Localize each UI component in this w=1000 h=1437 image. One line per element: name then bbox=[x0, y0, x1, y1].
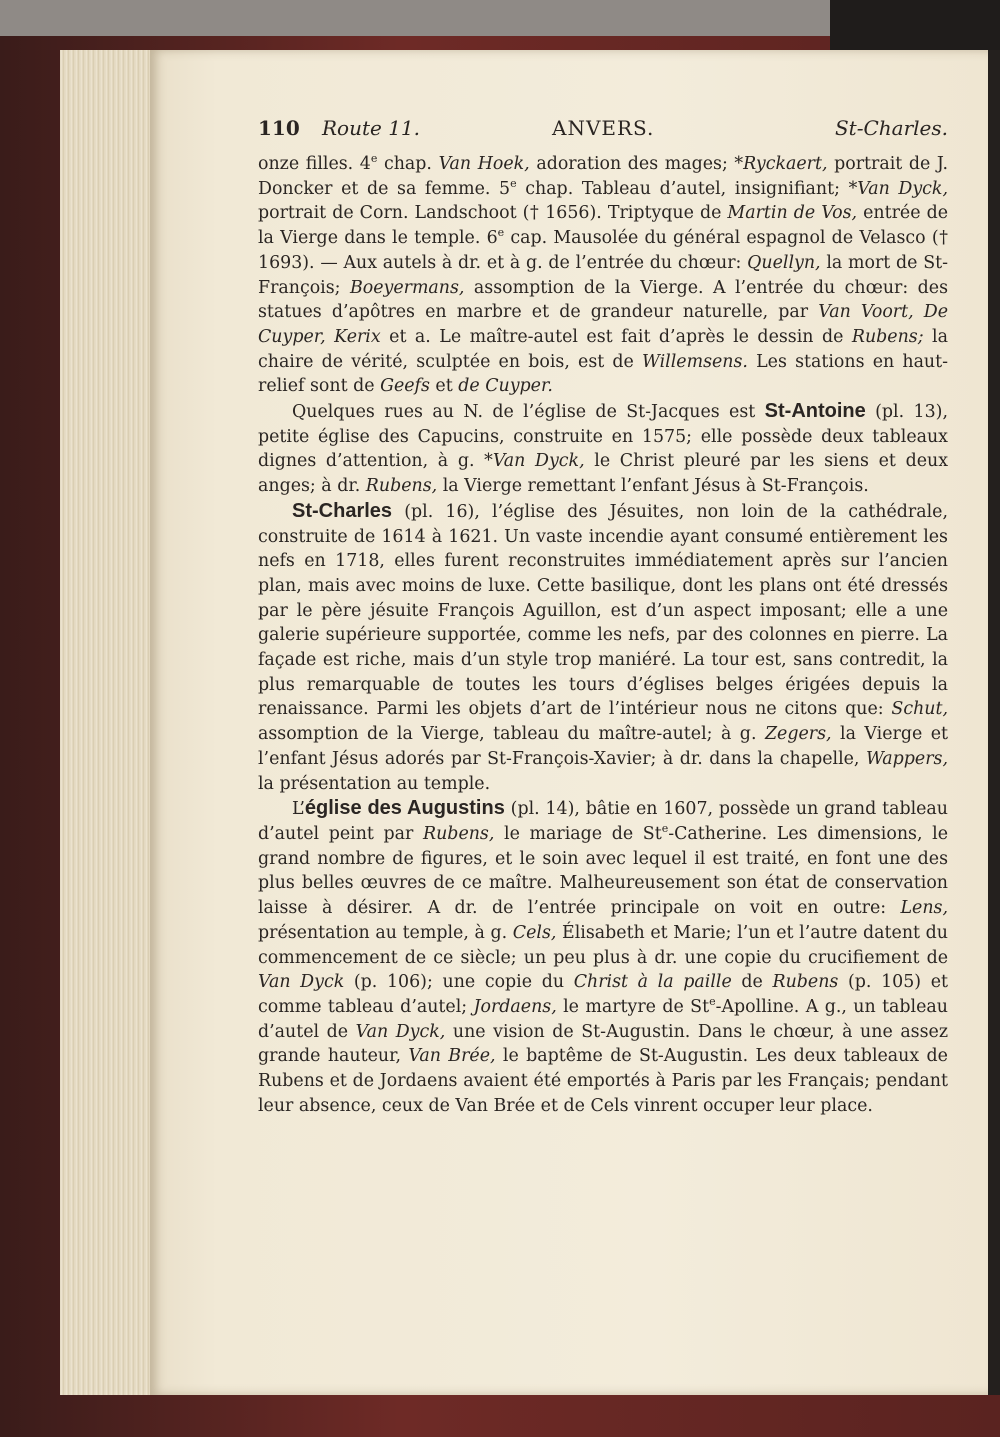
superscript-run: e bbox=[510, 176, 517, 190]
page-number: 110 bbox=[258, 116, 300, 140]
text-run: le Christ pleuré par les siens et deux anges; à dr. bbox=[258, 451, 948, 497]
text-run: (pl. 14), bâtie en 1607, possède un grand tableau d’autel peint par bbox=[258, 799, 948, 844]
italic-run: Quellyn, bbox=[747, 252, 821, 273]
text-run: la chaire de vérité, sculptée en bois, est de bbox=[258, 326, 948, 372]
paragraph-p4 bbox=[258, 796, 948, 1118]
route-label: Route 11. bbox=[322, 116, 421, 140]
italic-run: Lens, bbox=[900, 898, 948, 919]
italic-run: Van Dyck bbox=[258, 972, 345, 993]
italic-run: Geefs bbox=[380, 376, 430, 397]
heading-run: St-Charles bbox=[292, 499, 393, 522]
section-label: St-Charles. bbox=[834, 116, 948, 140]
italic-run: Wappers, bbox=[865, 748, 948, 769]
text-run: entrée de la Vierge dans le temple. 6 bbox=[258, 203, 948, 249]
text-run: L’ bbox=[292, 799, 305, 820]
text-run: chap. bbox=[377, 154, 439, 174]
italic-run: Van Voort, De Cuyper, Kerix bbox=[258, 302, 948, 347]
heading-run: St-Antoine bbox=[764, 400, 866, 423]
superscript-run: e bbox=[497, 226, 505, 240]
italic-run: Martin de Vos, bbox=[727, 203, 858, 224]
italic-run: Rubens, bbox=[423, 823, 495, 844]
italic-run: Willemsens. bbox=[642, 351, 748, 372]
italic-run: Jordaens, bbox=[473, 996, 557, 1017]
paragraph-p3 bbox=[258, 499, 948, 796]
text-run: cap. Mausolée du général espagnol de Velasco († 1693). — Aux autels à dr. et à g. de l’entrée du chœur: bbox=[258, 228, 949, 273]
text-run: (pl. 13), petite église des Capucins, construite en 1575; elle possède deux tableaux dignes d’attention, à g. bbox=[258, 402, 948, 472]
text-run: la mort de St-François; bbox=[258, 252, 948, 298]
text-run: la Vierge remettant l’enfant Jésus à St-François. bbox=[437, 476, 869, 497]
text-run: de bbox=[731, 972, 773, 993]
paragraph-p2 bbox=[258, 399, 948, 499]
text-run: chap. Tableau d’autel, insignifiant; bbox=[516, 178, 849, 199]
text-run: (p. 106); une copie du bbox=[344, 972, 574, 993]
italic-run: Van Hoek, bbox=[438, 154, 530, 174]
text-run: Les stations en haut-relief sont de bbox=[258, 351, 949, 397]
italic-run: Rubens, bbox=[365, 476, 438, 497]
city-title: ANVERS. bbox=[552, 116, 655, 140]
text-run: une vision de St-Augustin. Dans le chœur, à une assez grande hauteur, bbox=[258, 1021, 948, 1067]
text-run: -Catherine. Les dimensions, le grand nombre de figures, et le soin avec lequel il est traité, en font une des plus belles œuvres de ce maître. Malheureusement son état de conservation laisse à désirer. A dr. de l’entrée principale on voit en outre: bbox=[258, 823, 948, 919]
text-run: onze filles. 4 bbox=[258, 154, 371, 174]
superscript-run: e bbox=[370, 152, 378, 166]
text-run: Quelques rues au N. de l’église de St-Jacques est bbox=[292, 402, 765, 423]
italic-run: de Cuyper. bbox=[458, 376, 553, 397]
italic-run: Van Brée, bbox=[408, 1046, 496, 1067]
text-run: assomption de la Vierge. A l’entrée du chœur: des statues d’apôtres en marbre et de grandeur naturelle, par bbox=[258, 277, 948, 323]
page-shadow-edge bbox=[988, 50, 1000, 1395]
heading-run: église des Augustins bbox=[304, 797, 505, 820]
text-run: le martyre de St bbox=[556, 996, 710, 1017]
text-run: présentation au temple, à g. bbox=[258, 922, 513, 943]
text-run: la Vierge et l’enfant Jésus adorés par St-François-Xavier; à dr. dans la chapelle, bbox=[258, 724, 949, 769]
paragraph-p1 bbox=[258, 152, 948, 399]
italic-run: Christ à la paille bbox=[573, 972, 732, 993]
italic-run: Zegers, bbox=[764, 724, 832, 745]
page-stack-edge bbox=[60, 50, 154, 1395]
text-run: (p. 105) et comme tableau d’autel; bbox=[258, 972, 949, 1017]
text-run: et a. Le maître-autel est fait d’après le dessin de bbox=[380, 326, 852, 347]
text-run: adoration des mages; bbox=[529, 154, 735, 174]
italic-run: *Ryckaert, bbox=[734, 154, 828, 174]
italic-run: *Van Dyck, bbox=[484, 451, 585, 472]
text-run: le baptême de St-Augustin. Les deux tableaux de Rubens et de Jordaens avaient été emportés à Paris par les Français; pendant leur absence, ceux de Van Brée et de Cels vinrent occuper leur place. bbox=[258, 1046, 948, 1116]
text-run: (pl. 16), l’église des Jésuites, non loin de la cathédrale, construite de 1614 à 1621. Un vaste incendie ayant consumé entièrement les nefs en 1718, elles furent reconstruites immédiatement après sur l’ancien plan, mais avec moins de luxe. Cette basilique, dont les plans ont été dressés par le père jésuite François Aguillon, est d’un aspect imposant; elle a une galerie supérieure supportée, comme les nefs, par des colonnes en pierre. La façade est riche, mais d’un style trop maniéré. La tour est, sans contredit, la plus remarquable de toutes les tours d’églises belges érigées depuis la renaissance. Parmi les objets d’art de l’intérieur nous ne citons que: bbox=[258, 501, 948, 720]
text-run: le mariage de St bbox=[494, 823, 662, 844]
text-run: et bbox=[429, 376, 459, 397]
text-run: portrait de Corn. Landschoot († 1656). Triptyque de bbox=[258, 203, 728, 224]
running-header bbox=[258, 110, 948, 150]
text-run: Élisabeth et Marie; l’un et l’autre datent du commencement de ce siècle; un peu plus à dr. une copie du crucifiement de bbox=[258, 922, 948, 968]
superscript-run: e bbox=[709, 995, 716, 1009]
page-content bbox=[258, 110, 948, 1118]
text-run: la présentation au temple. bbox=[258, 773, 491, 794]
italic-run: Rubens bbox=[772, 972, 839, 993]
text-run: -Apolline. A g., un tableau d’autel de bbox=[258, 996, 948, 1042]
italic-run: *Van Dyck, bbox=[848, 178, 948, 199]
italic-run: Cels, bbox=[512, 922, 557, 943]
superscript-run: e bbox=[661, 822, 669, 836]
body-text bbox=[258, 152, 948, 1118]
italic-run: Rubens; bbox=[851, 326, 924, 347]
italic-run: Boeyermans, bbox=[349, 277, 465, 298]
text-run: portrait de J. Doncker et de sa femme. 5 bbox=[258, 154, 949, 199]
italic-run: Van Dyck, bbox=[355, 1021, 446, 1042]
italic-run: Schut, bbox=[891, 699, 948, 720]
text-run: assomption de la Vierge, tableau du maître-autel; à g. bbox=[258, 724, 765, 745]
